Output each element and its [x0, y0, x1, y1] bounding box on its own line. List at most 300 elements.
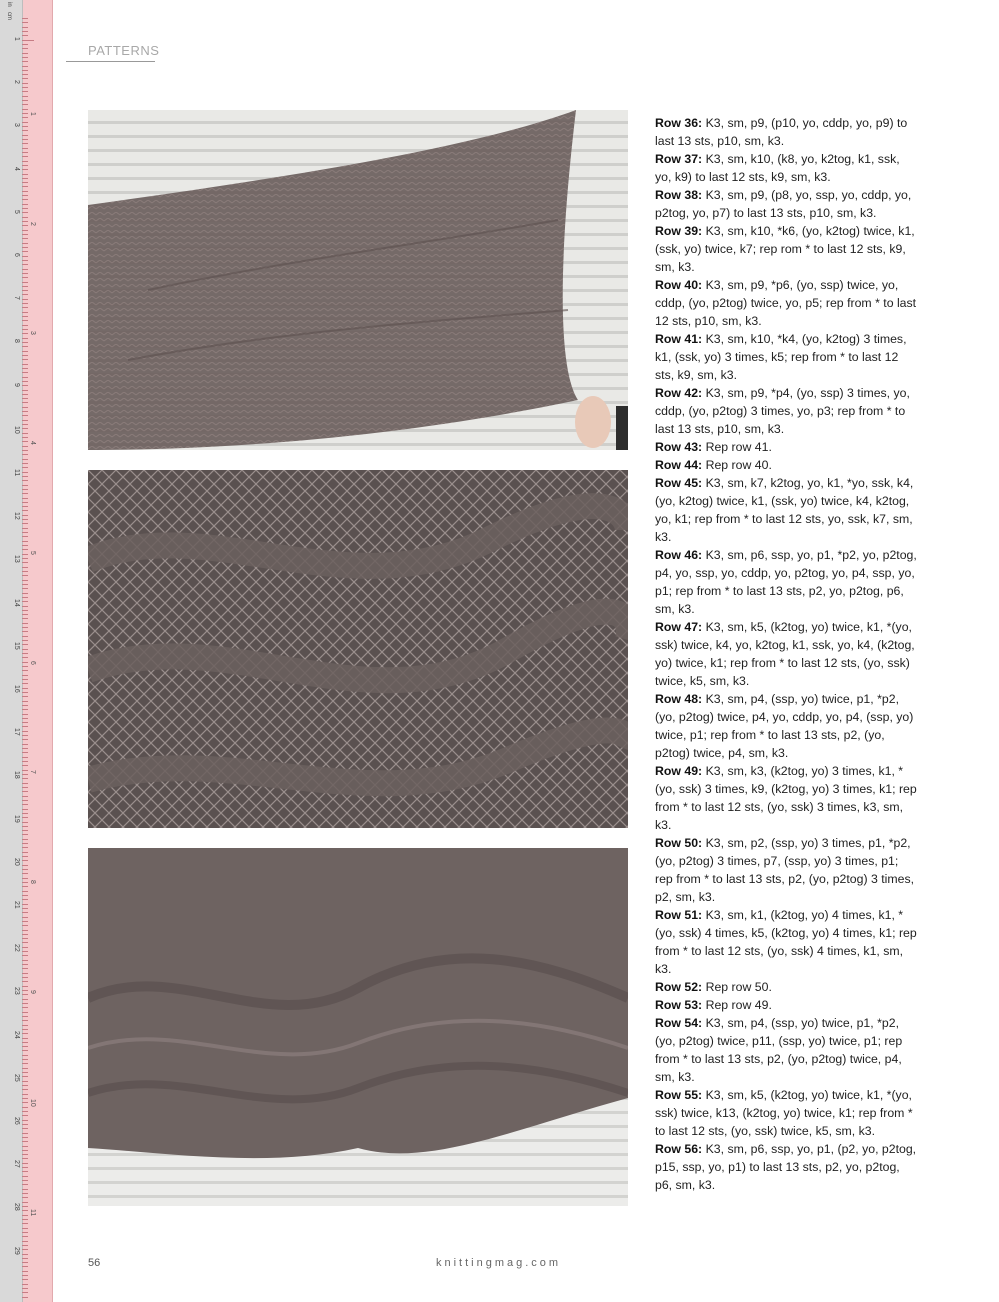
ruler-tick — [22, 1271, 28, 1272]
ruler-tick — [22, 493, 28, 494]
ruler-in-label: 11 — [29, 1209, 36, 1217]
ruler-tick — [22, 834, 28, 835]
ruler-tick — [22, 109, 28, 110]
ruler-tick — [22, 273, 28, 274]
ruler-cm-label: 23 — [13, 987, 20, 996]
ruler-in-label: 7 — [29, 770, 36, 775]
ruler-tick — [22, 1176, 28, 1177]
ruler-cm-label: 14 — [13, 598, 20, 607]
ruler-tick — [22, 528, 28, 529]
ruler-tick — [22, 649, 28, 650]
ruler-tick — [22, 986, 28, 987]
ruler-cm-label: 12 — [13, 512, 20, 520]
ruler-tick — [22, 385, 28, 386]
ruler-tick — [22, 843, 28, 844]
ruler-tick — [22, 70, 28, 71]
ruler-tick — [22, 666, 28, 667]
row-label: Row 53: — [655, 998, 703, 1012]
ruler-tick — [22, 1042, 28, 1043]
ruler-cm-label: 6 — [13, 253, 20, 257]
ruler-tick — [22, 506, 28, 507]
row-label: Row 38: — [655, 188, 703, 202]
pattern-row — [655, 1014, 917, 1086]
ruler-tick — [22, 234, 28, 235]
ruler-tick — [22, 480, 28, 481]
ruler-tick — [22, 364, 28, 365]
ruler-tick — [22, 783, 28, 784]
row-label: Row 48: — [655, 692, 703, 706]
ruler-tick — [22, 1111, 28, 1112]
ruler-tick — [22, 968, 28, 969]
website-footer: knittingmag.com — [436, 1257, 562, 1269]
ruler-tick — [22, 895, 28, 896]
ruler-tick — [22, 104, 28, 105]
ruler-tick — [22, 878, 28, 879]
ruler-tick — [22, 994, 28, 995]
ruler-tick — [22, 990, 28, 991]
ruler-tick — [22, 1115, 28, 1116]
ruler-tick — [22, 230, 28, 231]
ruler-tick — [22, 908, 28, 909]
ruler-cm-label: 18 — [13, 771, 20, 780]
ruler-tick — [22, 329, 28, 330]
ruler-in-label: 5 — [29, 550, 36, 555]
ruler-tick — [22, 282, 28, 283]
ruler-in-label: 9 — [29, 989, 36, 994]
ruler-cm-label: 11 — [13, 469, 20, 477]
ruler-tick — [22, 1288, 28, 1289]
ruler-tick — [22, 1003, 28, 1004]
ruler-tick — [22, 791, 28, 792]
ruler-tick — [22, 912, 28, 913]
ruler-tick — [22, 44, 28, 45]
ruler-tick — [22, 152, 28, 153]
ruler-tick — [22, 351, 28, 352]
ruler-tick — [22, 1089, 28, 1090]
ruler-tick — [22, 809, 28, 810]
ruler-in-label: 4 — [29, 441, 36, 445]
ruler-tick — [22, 91, 28, 92]
pattern-row — [655, 690, 917, 762]
row-text: K3, sm, k10, *k4, (yo, k2tog) 3 times, k1, (ssk, yo) 3 times, k5; rep from * to last 12 sts, k9, sm, k3. — [655, 332, 907, 382]
ruler-in-label: 3 — [29, 331, 36, 336]
pattern-row — [655, 762, 917, 834]
ruler-tick — [22, 1284, 28, 1285]
ruler-tick — [22, 485, 28, 486]
ruler-tick — [22, 243, 28, 244]
ruler-tick — [22, 886, 28, 887]
ruler-tick — [22, 398, 28, 399]
ruler-tick — [22, 450, 28, 451]
ruler-tick — [22, 942, 28, 943]
ruler-tick — [22, 420, 28, 421]
row-label: Row 39: — [655, 224, 703, 238]
ruler-tick — [22, 731, 28, 732]
ruler-cm-label: 24 — [13, 1030, 20, 1039]
ruler-tick — [22, 925, 28, 926]
ruler-tick — [22, 1158, 28, 1159]
ruler-tick — [22, 541, 28, 542]
ruler-tick — [22, 1266, 28, 1267]
pattern-row — [655, 996, 917, 1014]
ruler-tick — [22, 433, 28, 434]
ruler-tick — [22, 394, 28, 395]
ruler-tick — [22, 865, 28, 866]
ruler-tick — [22, 774, 28, 775]
ruler-tick — [22, 1228, 28, 1229]
ruler-tick — [22, 631, 28, 632]
ruler-tick — [22, 657, 28, 658]
pattern-row — [655, 186, 917, 222]
ruler-unit-in: in — [6, 2, 12, 7]
ruler-tick — [22, 683, 28, 684]
ruler-tick — [22, 48, 28, 49]
ruler-tick — [22, 1020, 28, 1021]
ruler-tick — [22, 904, 28, 905]
ruler-tick — [22, 1072, 28, 1073]
ruler-tick — [22, 822, 28, 823]
ruler-tick — [22, 934, 28, 935]
ruler-tick — [22, 303, 28, 304]
ruler-cm-label: 15 — [13, 641, 20, 650]
row-label: Row 46: — [655, 548, 703, 562]
ruler-tick — [22, 761, 28, 762]
ruler-cm-label: 20 — [13, 857, 20, 866]
ruler-tick — [22, 899, 28, 900]
pattern-row — [655, 978, 917, 996]
ruler-tick — [22, 113, 28, 114]
ruler-tick — [22, 122, 28, 123]
ruler-cm-label: 8 — [13, 339, 20, 344]
ruler-in-label: 6 — [29, 660, 36, 665]
ruler-tick — [22, 1012, 28, 1013]
row-label: Row 55: — [655, 1088, 703, 1102]
ruler-tick — [22, 74, 28, 75]
ruler-tick — [22, 1223, 28, 1224]
ruler-tick — [22, 981, 28, 982]
ruler-tick — [22, 1068, 28, 1069]
photo-shawl-spread — [88, 848, 628, 1206]
ruler-cm-label: 1 — [13, 37, 20, 41]
ruler-cm-label: 3 — [13, 123, 20, 128]
ruler-tick — [22, 1202, 28, 1203]
ruler-tick — [22, 217, 28, 218]
ruler-tick — [22, 1184, 28, 1185]
ruler-tick — [22, 446, 28, 447]
ruler-tick — [22, 415, 28, 416]
ruler-tick — [22, 212, 28, 213]
ruler-tick — [22, 973, 28, 974]
ruler-tick — [22, 735, 28, 736]
ruler-tick — [22, 1249, 28, 1250]
ruler-tick — [22, 726, 28, 727]
ruler-tick — [22, 571, 28, 572]
ruler-tick — [22, 977, 28, 978]
row-text: Rep row 50. — [702, 980, 772, 994]
ruler-tick — [22, 1133, 28, 1134]
ruler-tick — [22, 830, 28, 831]
ruler-tick — [22, 955, 28, 956]
ruler-tick — [22, 1279, 28, 1280]
ruler-tick — [22, 562, 28, 563]
ruler-tick — [22, 960, 28, 961]
ruler-tick — [22, 117, 28, 118]
ruler-tick — [22, 917, 28, 918]
ruler-tick — [22, 290, 28, 291]
ruler-tick — [22, 1029, 28, 1030]
ruler-tick — [22, 614, 28, 615]
row-text: K3, sm, p6, ssp, yo, p1, (p2, yo, p2tog, p15, ssp, yo, p1) to last 13 sts, p2, yo, p2tog, p6, sm, k3. — [655, 1142, 917, 1192]
ruler-tick — [22, 61, 28, 62]
ruler-tick — [22, 195, 28, 196]
ruler-tick — [22, 204, 28, 205]
ruler-tick — [22, 316, 28, 317]
ruler-tick — [22, 519, 28, 520]
ruler-cm-label: 25 — [13, 1073, 20, 1082]
ruler-tick — [22, 1025, 28, 1026]
ruler-tick — [22, 1275, 28, 1276]
ruler-tick — [22, 264, 28, 265]
ruler-cm-label: 13 — [13, 555, 20, 564]
row-label: Row 41: — [655, 332, 703, 346]
ruler-tick — [22, 1236, 28, 1237]
ruler-tick — [22, 1063, 28, 1064]
ruler-tick — [22, 567, 28, 568]
row-label: Row 37: — [655, 152, 703, 166]
ruler-tick — [22, 869, 28, 870]
ruler-tick — [22, 813, 28, 814]
ruler-tick — [22, 1197, 28, 1198]
ruler-tick — [22, 368, 28, 369]
ruler-tick — [22, 294, 28, 295]
ruler-tick — [22, 333, 28, 334]
pattern-instructions — [655, 114, 917, 1194]
ruler-tick — [22, 597, 28, 598]
ruler-tick — [22, 873, 28, 874]
ruler-tick — [22, 467, 28, 468]
ruler-tick — [22, 554, 28, 555]
ruler-tick — [22, 312, 28, 313]
ruler-tick — [22, 225, 28, 226]
ruler-tick — [22, 1297, 28, 1298]
pattern-row — [655, 618, 917, 690]
ruler-tick — [22, 705, 28, 706]
ruler-tick — [22, 1258, 28, 1259]
ruler-tick — [22, 182, 28, 183]
ruler-tick — [22, 1055, 28, 1056]
row-label: Row 44: — [655, 458, 703, 472]
row-text: K3, sm, k10, *k6, (yo, k2tog) twice, k1, (ssk, yo) twice, k7; rep rom * to last 12 sts, k9, sm, k3. — [655, 224, 915, 274]
ruler-tick — [22, 424, 28, 425]
ruler-tick — [22, 441, 28, 442]
ruler-tick — [22, 87, 28, 88]
ruler-tick — [22, 748, 28, 749]
ruler-tick — [22, 251, 28, 252]
row-text: K3, sm, k5, (k2tog, yo) twice, k1, *(yo, ssk) twice, k13, (k2tog, yo) twice, k1; rep from * to last 12 sts, (yo, ssk) twice, k5, sm, k3. — [655, 1088, 913, 1138]
ruler-cm-label: 22 — [13, 944, 20, 952]
ruler-tick — [22, 342, 28, 343]
row-label: Row 45: — [655, 476, 703, 490]
ruler-tick — [22, 688, 28, 689]
ruler-tick — [22, 1219, 28, 1220]
ruler-unit-cm: cm — [6, 12, 12, 20]
ruler-tick — [22, 1150, 28, 1151]
row-text: K3, sm, k5, (k2tog, yo) twice, k1, *(yo, ssk) twice, k4, yo, k2tog, k1, ssk, yo, k4, (k2tog, yo) twice, k1; rep from * to last 12 sts, (yo, ssk) twice, k5, sm, k3. — [655, 620, 915, 688]
ruler-tick — [22, 355, 28, 356]
row-text: K3, sm, p9, *p4, (yo, ssp) 3 times, yo, cddp, (yo, p2tog) 3 times, yo, p3; rep from * to last 13 sts, p10, sm, k3. — [655, 386, 910, 436]
row-label: Row 47: — [655, 620, 703, 634]
pattern-row — [655, 1086, 917, 1140]
ruler-tick — [22, 40, 34, 41]
ruler-tick — [22, 325, 28, 326]
ruler-cm-label: 19 — [13, 814, 20, 823]
ruler-tick — [22, 938, 28, 939]
ruler-tick — [22, 1154, 28, 1155]
ruler-tick — [22, 1232, 28, 1233]
ruler-tick — [22, 338, 28, 339]
ruler-tick — [22, 53, 28, 54]
row-label: Row 52: — [655, 980, 703, 994]
ruler-tick — [22, 18, 28, 19]
ruler-tick — [22, 696, 28, 697]
ruler-tick — [22, 670, 28, 671]
pattern-row — [655, 384, 917, 438]
ruler-cm-label: 21 — [13, 901, 20, 909]
ruler-tick — [22, 623, 28, 624]
ruler-cm-label: 27 — [13, 1160, 20, 1168]
ruler-tick — [22, 515, 28, 516]
ruler-tick — [22, 964, 28, 965]
ruler-tick — [22, 532, 28, 533]
ruler-tick — [22, 640, 28, 641]
ruler-tick — [22, 510, 28, 511]
ruler-cm-label: 28 — [13, 1203, 20, 1212]
ruler-tick — [22, 372, 28, 373]
ruler-tick — [22, 381, 28, 382]
ruler-tick — [22, 1128, 28, 1129]
ruler-tick — [22, 174, 28, 175]
ruler-tick — [22, 100, 28, 101]
ruler-tick — [22, 999, 28, 1000]
row-text: Rep row 49. — [702, 998, 772, 1012]
ruler-cm-label: 16 — [13, 685, 20, 693]
ruler-tick — [22, 66, 28, 67]
ruler-tick — [22, 178, 28, 179]
pattern-row — [655, 276, 917, 330]
ruler-tick — [22, 856, 28, 857]
ruler-in-label: 10 — [29, 1099, 36, 1108]
ruler-tick — [22, 739, 28, 740]
ruler-tick — [22, 437, 28, 438]
ruler-tick — [22, 1081, 28, 1082]
ruler-tick — [22, 346, 28, 347]
ruler-cm-label: 29 — [13, 1246, 20, 1255]
ruler-tick — [22, 593, 28, 594]
ruler-cm-label: 10 — [13, 425, 20, 434]
ruler-tick — [22, 78, 28, 79]
ruler-tick — [22, 675, 28, 676]
ruler-tick — [22, 27, 28, 28]
ruler-tick — [22, 1076, 28, 1077]
ruler-tick — [22, 662, 28, 663]
ruler-tick — [22, 1245, 28, 1246]
ruler-cm-label: 26 — [13, 1117, 20, 1125]
ruler-tick — [22, 709, 28, 710]
ruler-tick — [22, 208, 28, 209]
ruler-tick — [22, 536, 28, 537]
ruler-tick — [22, 847, 28, 848]
ruler-tick — [22, 320, 28, 321]
ruler-tick — [22, 796, 28, 797]
ruler-tick — [22, 22, 28, 23]
ruler-tick — [22, 1193, 28, 1194]
row-label: Row 43: — [655, 440, 703, 454]
ruler-tick — [22, 947, 28, 948]
ruler-tick — [22, 1141, 28, 1142]
ruler-tick — [22, 744, 28, 745]
photo-lace-closeup — [88, 470, 628, 828]
ruler-cm-label: 7 — [13, 296, 20, 301]
ruler-tick — [22, 238, 28, 239]
ruler-tick — [22, 804, 28, 805]
ruler-tick — [22, 1137, 28, 1138]
ruler-tick — [22, 653, 28, 654]
ruler-tick — [22, 692, 28, 693]
ruler-tick — [22, 1107, 28, 1108]
ruler-tick — [22, 83, 28, 84]
pattern-row — [655, 222, 917, 276]
ruler-cm-label: 9 — [13, 382, 20, 387]
ruler-tick — [22, 359, 28, 360]
row-text: K3, sm, p9, *p6, (yo, ssp) twice, yo, cddp, (yo, p2tog) twice, yo, p5; rep from * to last 12 sts, p10, sm, k3. — [655, 278, 917, 328]
section-divider — [66, 61, 155, 62]
ruler-tick — [22, 580, 28, 581]
ruler-tick — [22, 143, 28, 144]
ruler-tick — [22, 1189, 28, 1190]
ruler-tick — [22, 575, 28, 576]
ruler-tick — [22, 57, 28, 58]
ruler-tick — [22, 778, 28, 779]
page-number: 56 — [88, 1257, 101, 1269]
ruler-tick — [22, 549, 28, 550]
ruler-tick — [22, 35, 28, 36]
ruler-tick — [22, 765, 28, 766]
ruler-tick — [22, 714, 28, 715]
row-text: K3, sm, p4, (ssp, yo) twice, p1, *p2, (yo, p2tog) twice, p11, (ssp, yo) twice, p1; rep from * to last 13 sts, p2, (yo, p2tog) twice, p4, sm, k3. — [655, 1016, 903, 1084]
row-text: K3, sm, k1, (k2tog, yo) 4 times, k1, *(yo, ssk) 4 times, k5, (k2tog, yo) 4 times, k1; rep from * to last 12 sts, (yo, ssk) 4 times, k1, sm, k3. — [655, 908, 917, 976]
ruler-tick — [22, 1098, 28, 1099]
ruler-tick — [22, 1085, 28, 1086]
ruler-tick — [22, 135, 28, 136]
ruler-tick — [22, 701, 28, 702]
row-text: K3, sm, k7, k2tog, yo, k1, *yo, ssk, k4, (yo, k2tog) twice, k1, (ssk, yo) twice, k4, k2tog, yo, k1; rep from * to last 12 sts, yo, ssk, k7, sm, k3. — [655, 476, 914, 544]
ruler-tick — [22, 377, 28, 378]
ruler-tick — [22, 1262, 28, 1263]
ruler-tick — [22, 588, 28, 589]
ruler-tick — [22, 1171, 28, 1172]
ruler-tick — [22, 921, 28, 922]
row-text: K3, sm, p2, (ssp, yo) 3 times, p1, *p2, (yo, p2tog) 3 times, p7, (ssp, yo) 3 times, p1; rep from * to last 13 sts, p2, (yo, p2tog) 3 times, p2, sm, k3. — [655, 836, 915, 904]
section-title: PATTERNS — [88, 43, 160, 58]
ruler-tick — [22, 191, 28, 192]
ruler-tick — [22, 96, 28, 97]
ruler-tick — [22, 1124, 28, 1125]
ruler-tick — [22, 1059, 28, 1060]
ruler-tick — [22, 787, 28, 788]
pattern-row — [655, 438, 917, 456]
ruler-tick — [22, 757, 28, 758]
ruler-tick — [22, 636, 28, 637]
